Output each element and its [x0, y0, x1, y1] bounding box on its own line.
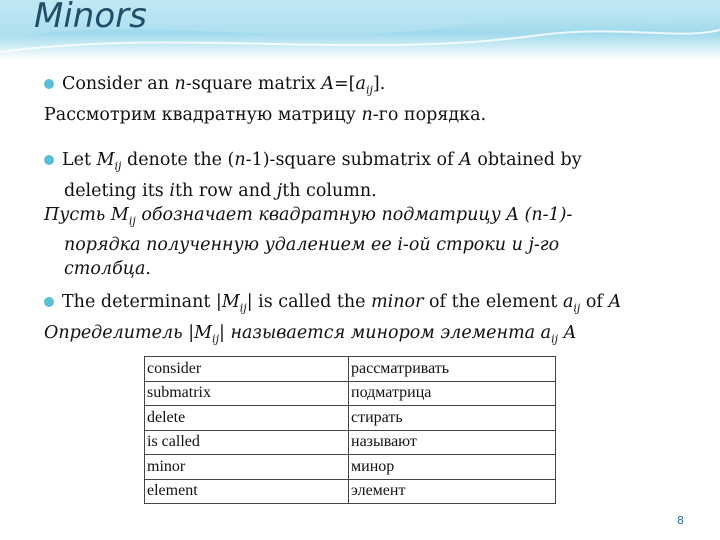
table-row — [145, 479, 556, 504]
english-term: consider — [145, 357, 349, 382]
bullet-icon — [44, 79, 54, 89]
russian-text: Пусть $M_{ij}$ обозначает квадратную подматрицу A (n-1)- — [44, 204, 573, 227]
russian-text-cont: порядка полученную удалением ее i-ой строки и j-го — [64, 235, 560, 255]
russian-text: Определитель $|M_{ij}|$ называется минором элемента $a_{ij}$ A — [44, 322, 577, 345]
english-text: Consider an n-square matrix $A=[a_{ij}]$. — [62, 74, 386, 97]
table-row — [145, 455, 556, 480]
russian-term: рассматривать — [349, 357, 556, 382]
table-row — [145, 381, 556, 406]
vocabulary-table — [144, 356, 556, 504]
english-term: minor — [145, 455, 349, 480]
page-number: 8 — [677, 514, 684, 527]
english-text: The determinant $|M_{ij}|$ is called the minor of the element $a_{ij}$ of A — [62, 292, 622, 315]
russian-term: стирать — [349, 406, 556, 431]
paragraph-consider — [44, 72, 694, 127]
table-row — [145, 430, 556, 455]
english-text-cont: deleting its ith row and jth column. — [64, 180, 377, 201]
paragraph-submatrix — [44, 148, 694, 281]
russian-text-cont: столбца. — [64, 259, 151, 279]
russian-term: минор — [349, 455, 556, 480]
russian-text: Рассмотрим квадратную матрицу n-го порядка. — [44, 104, 487, 125]
bullet-icon — [44, 155, 54, 165]
slide-title: Minors — [34, 0, 147, 36]
table-row — [145, 406, 556, 431]
russian-term: элемент — [349, 479, 556, 504]
bullet-line — [44, 148, 694, 179]
russian-term: называют — [349, 430, 556, 455]
bullet-line — [44, 290, 694, 321]
english-term: element — [145, 479, 349, 504]
paragraph-minor-definition — [44, 290, 694, 351]
english-term: submatrix — [145, 381, 349, 406]
english-term: delete — [145, 406, 349, 431]
bullet-line — [44, 72, 694, 103]
russian-term: подматрица — [349, 381, 556, 406]
table-row — [145, 357, 556, 382]
english-term: is called — [145, 430, 349, 455]
bullet-icon — [44, 297, 54, 307]
english-text: Let $M_{ij}$ denote the (n-1)-square submatrix of A obtained by — [62, 150, 582, 173]
